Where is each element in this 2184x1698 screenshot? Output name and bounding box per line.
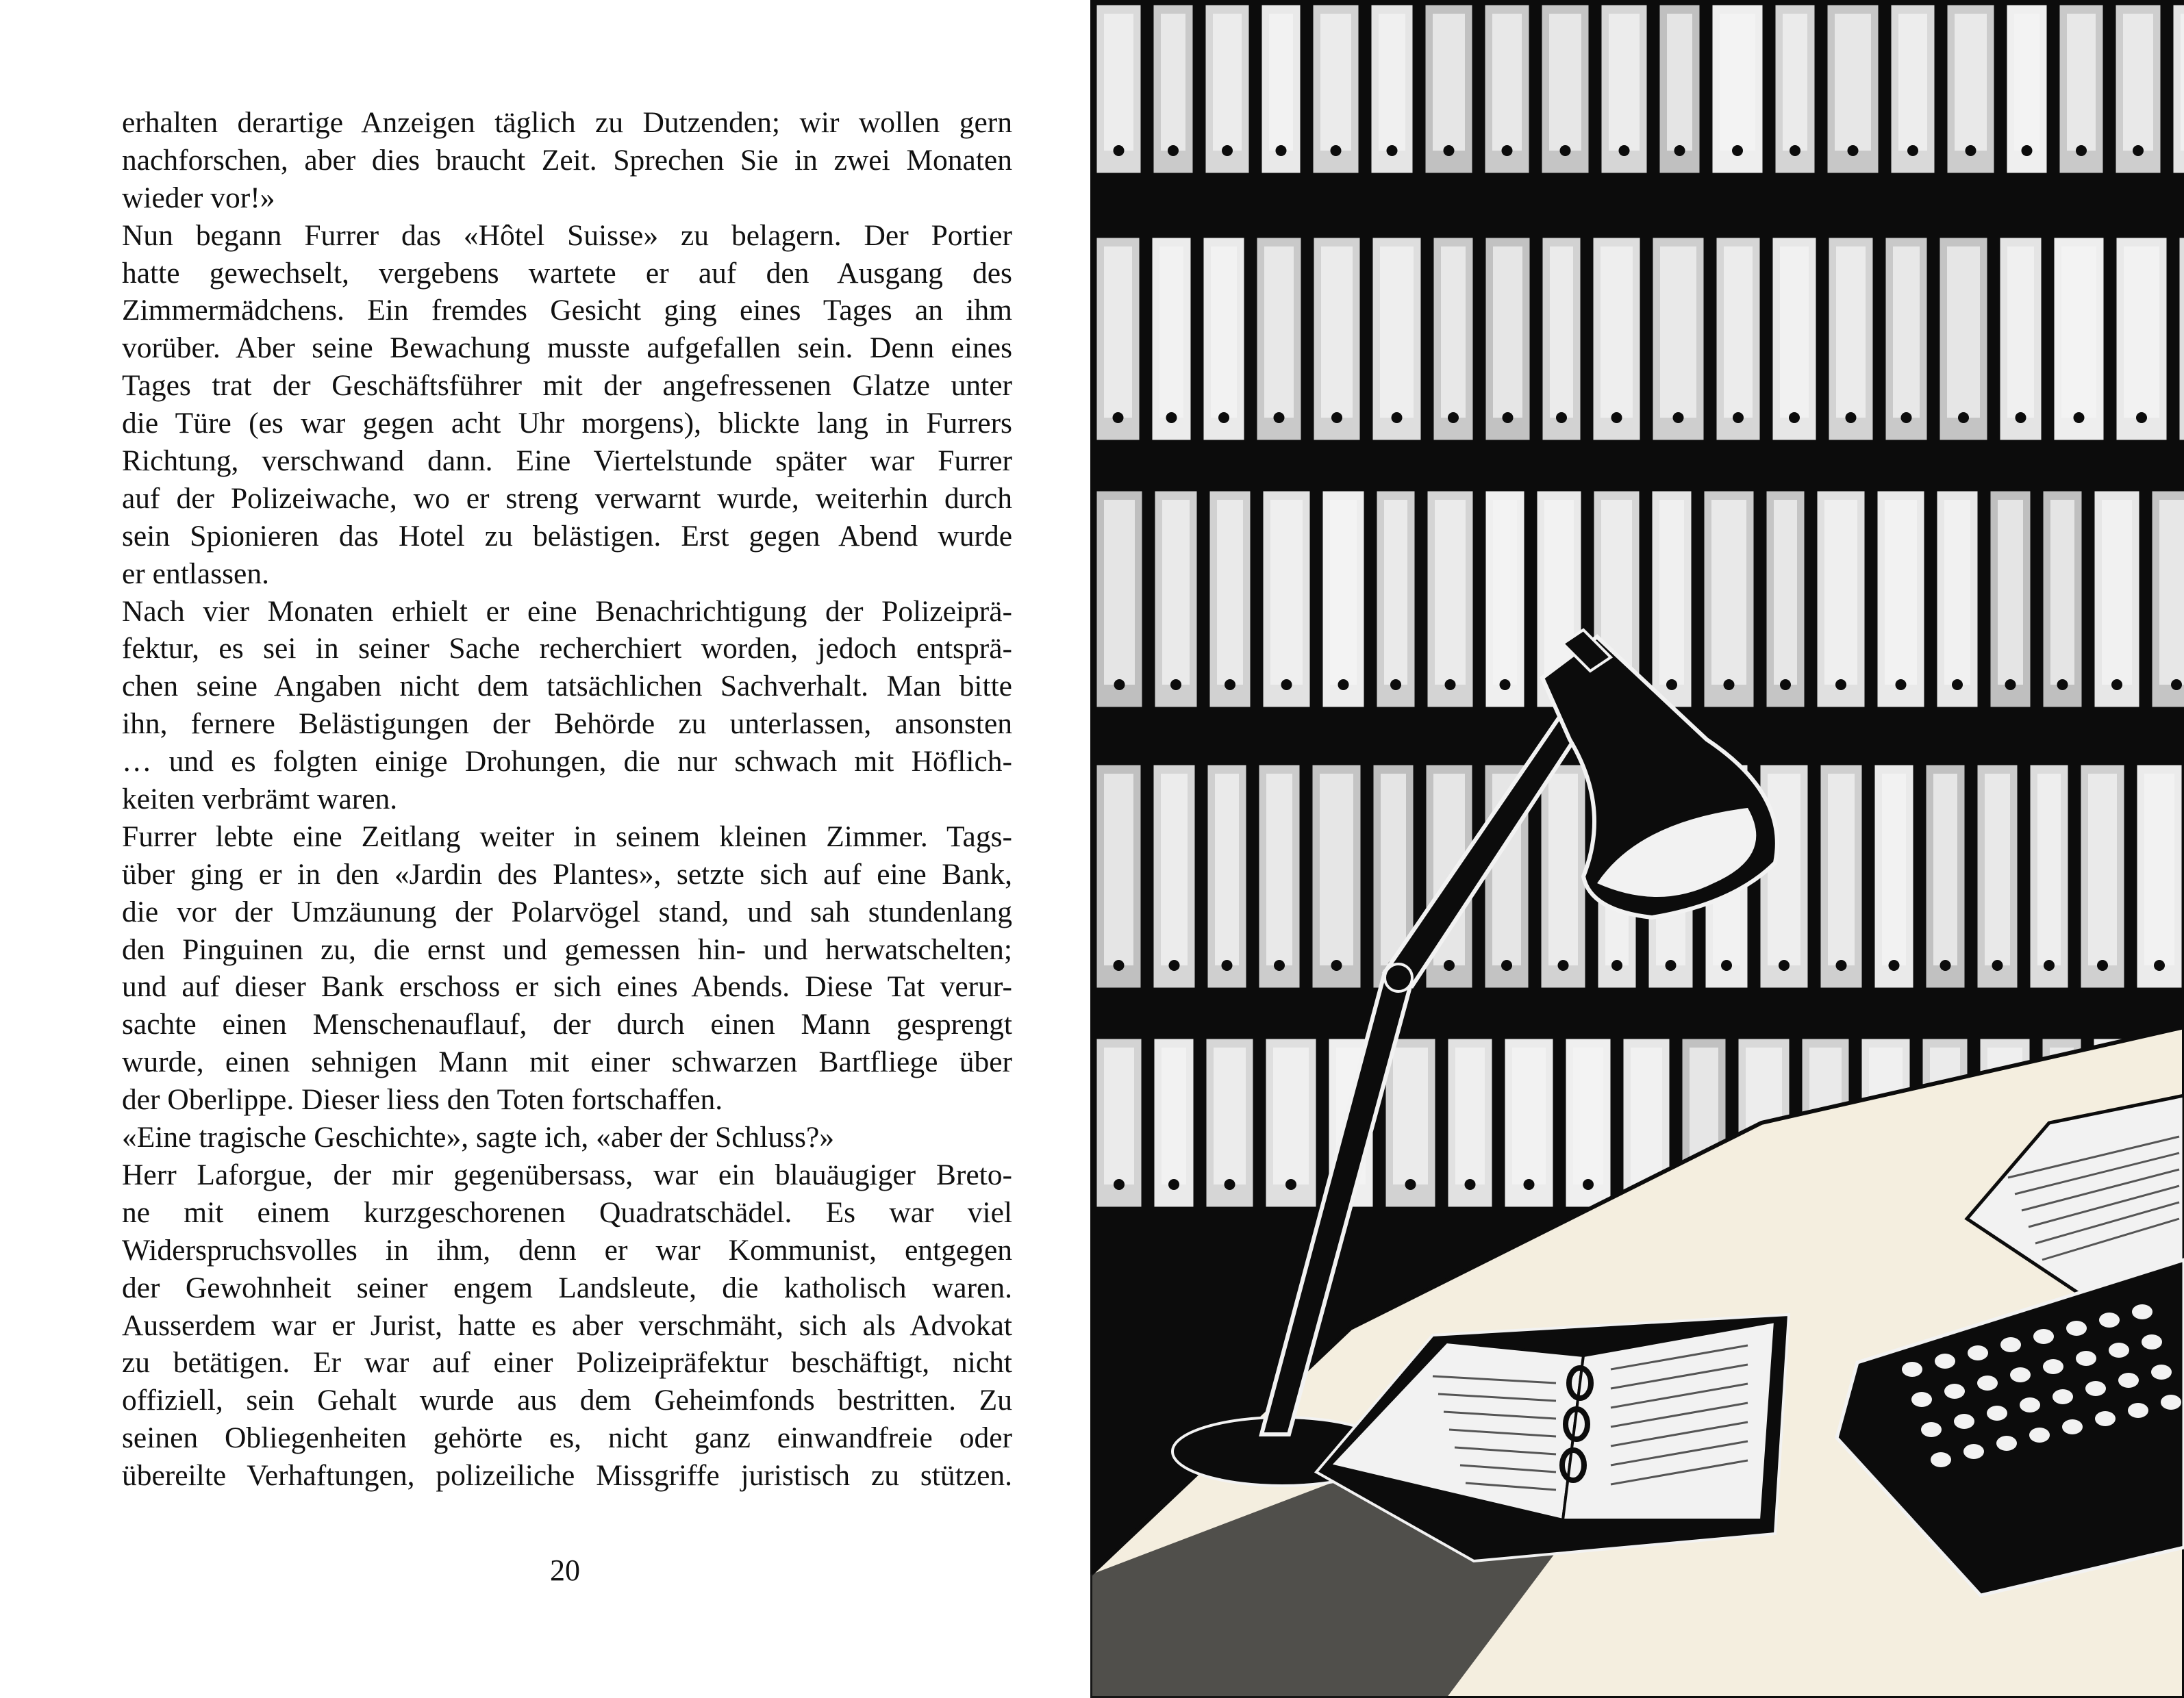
folder-hole (1331, 960, 1342, 971)
folder-label (1330, 500, 1357, 685)
folder-hole (1285, 1179, 1296, 1190)
folder-label (1550, 246, 1573, 418)
folder-hole (1502, 145, 1513, 156)
folder-hole (1611, 960, 1622, 971)
text-line: Zimmermädchens. Ein fremdes Gesicht ging eines Tages an ihm (122, 294, 1012, 327)
folder-hole (1556, 412, 1567, 423)
folder-label (1455, 1048, 1485, 1184)
typewriter-key (2142, 1334, 2162, 1349)
folder-label (1380, 246, 1414, 418)
folder-label (2102, 500, 2132, 685)
text-line: … und es folgten einige Drohungen, die nur schwach mit Höflich- (122, 745, 1012, 778)
text-line: ne mit einem kurzgeschorenen Quadratschädel. Es war viel (122, 1195, 1012, 1229)
folder-hole (1724, 679, 1735, 690)
folder-label (1947, 246, 1980, 418)
typewriter-key (2095, 1411, 2116, 1426)
folder-hole (1732, 145, 1743, 156)
folder-label (1441, 246, 1466, 418)
folder-hole (2005, 679, 2016, 690)
folder-label (1217, 500, 1243, 685)
folder-hole (1113, 412, 1124, 423)
typewriter-key (2151, 1365, 2172, 1380)
folder-label (2014, 14, 2039, 151)
folder-label (1270, 500, 1303, 685)
folder-label (1631, 1048, 1662, 1184)
folder-label (1433, 14, 1465, 151)
folder-hole (1789, 412, 1800, 423)
folder-label (1104, 14, 1133, 151)
text-line: die Türe (es war gegen acht Uhr morgens), blickte lang in Furrers (122, 407, 1012, 440)
folder-hole (2136, 412, 2147, 423)
text-line: erhalten derartige Anzeigen täglich zu Dutzenden; wir wollen gern (122, 106, 1012, 139)
text-line: fektur, es sei in seiner Sache recherchiert worden, jedoch entsprä- (122, 632, 1012, 666)
folder-label (1321, 246, 1353, 418)
folder-hole (1114, 1179, 1125, 1190)
text-line: ihn, fernere Belästigungen der Behörde zu unterlassen, ansonsten (122, 707, 1012, 741)
folder-hole (1790, 145, 1800, 156)
folder-label (2067, 14, 2096, 151)
folder-label (1573, 1048, 1603, 1184)
folder-label (1104, 500, 1135, 685)
folder-label (1104, 246, 1132, 418)
folder-hole (1444, 145, 1455, 156)
folder-hole (1465, 1179, 1476, 1190)
typewriter-key (2085, 1381, 2106, 1396)
folder-hole (1889, 960, 1900, 971)
folder-label (1720, 14, 1755, 151)
folder-label (1549, 14, 1581, 151)
folder-label (1780, 246, 1809, 418)
folder-label (1660, 246, 1696, 418)
folder-label (1159, 246, 1183, 418)
folder-label (2144, 774, 2174, 965)
folder-label (1774, 500, 1797, 685)
folder-hole (1331, 145, 1342, 156)
text-line: nachforschen, aber dies braucht Zeit. Sprechen Sie in zwei Monaten (122, 143, 1012, 177)
folder-label (1104, 774, 1133, 965)
text-line: übereilte Verhaftungen, polizeiliche Missgriffe juristisch zu stützen. (122, 1459, 1012, 1493)
folder-label (1512, 1048, 1546, 1184)
typewriter-key (1987, 1406, 2007, 1421)
typewriter-key (1931, 1452, 1951, 1467)
folder-hole (2076, 145, 2087, 156)
folder-label (1998, 500, 2023, 685)
folder-hole (1524, 1179, 1535, 1190)
text-line: der Oberlippe. Dieser liess den Toten fortschaffen. (122, 1083, 723, 1117)
folder-hole (1583, 1179, 1594, 1190)
typewriter-key (2033, 1329, 2054, 1344)
folder-label (1893, 246, 1920, 418)
typewriter-key (2161, 1395, 2181, 1410)
folder-hole (1896, 679, 1907, 690)
folder-hole (1666, 960, 1677, 971)
folder-hole (2074, 412, 2085, 423)
typewriter-key (2128, 1403, 2148, 1418)
typewriter-key (2076, 1351, 2096, 1366)
folder-hole (1114, 145, 1125, 156)
folder-label (1264, 246, 1294, 418)
folder-label (1933, 774, 1957, 965)
typewriter-key (1963, 1444, 1984, 1459)
left-page (0, 0, 1090, 1698)
folder-label (1493, 500, 1517, 685)
folder-hole (1501, 960, 1512, 971)
text-line: Furrer lebte eine Zeitlang weiter in seinem kleinen Zimmer. Tags- (122, 820, 1012, 853)
folder-label (1898, 14, 1927, 151)
folder-hole (2057, 679, 2068, 690)
typewriter-key (2000, 1337, 2021, 1352)
text-line: chen seine Angaben nicht dem tatsächlichen Sachverhalt. Man bitte (122, 670, 1012, 703)
folder-hole (1901, 412, 1912, 423)
typewriter-key (2099, 1313, 2120, 1328)
folder-label (1492, 14, 1522, 151)
folder-label (1320, 14, 1351, 151)
folder-hole (1673, 412, 1684, 423)
folder-label (1381, 774, 1406, 965)
folder-label (1269, 14, 1293, 151)
folder-label (1266, 774, 1292, 965)
folder-hole (1445, 679, 1456, 690)
typewriter-key (1911, 1392, 1932, 1407)
typewriter-key (2043, 1359, 2063, 1374)
folder-hole (1619, 145, 1630, 156)
illustration-page (1090, 0, 2184, 1698)
folder-label (1885, 500, 1917, 685)
folder-hole (1940, 960, 1951, 971)
text-line: er entlassen. (122, 557, 269, 590)
page-number: 20 (550, 1554, 580, 1587)
typewriter-key (1944, 1384, 1965, 1399)
text-line: offiziell, sein Gehalt wurde aus dem Geheimfonds bestritten. Zu (122, 1384, 1012, 1417)
folder-hole (1966, 145, 1976, 156)
text-line: vorüber. Aber seine Bewachung musste aufgefallen sein. Denn eines (122, 331, 1012, 365)
folder-hole (1500, 679, 1511, 690)
folder-hole (1666, 679, 1677, 690)
folder-label (1161, 14, 1185, 151)
folder-label (1783, 14, 1807, 151)
folder-label (1711, 500, 1746, 685)
folder-hole (1338, 679, 1349, 690)
folder-hole (2097, 960, 2108, 971)
typewriter-key (2062, 1419, 2083, 1434)
folder-hole (1779, 960, 1790, 971)
typewriter-key (1921, 1422, 1942, 1437)
typewriter-key (1935, 1354, 1955, 1369)
folder-label (1601, 246, 1633, 418)
folder-label (1104, 1048, 1134, 1184)
folder-hole (1222, 145, 1233, 156)
typewriter-key (2132, 1304, 2152, 1319)
typewriter-key (1954, 1414, 1974, 1429)
folder-hole (2044, 960, 2055, 971)
folder-hole (1168, 145, 1179, 156)
text-line: wurde, einen sehnigen Mann mit einer schwarzen Bartfliege über (122, 1046, 1012, 1079)
folder-label (1955, 14, 1987, 151)
folder-hole (1611, 412, 1622, 423)
folder-hole (1114, 960, 1125, 971)
folder-label (1320, 774, 1353, 965)
folder-hole (1674, 145, 1685, 156)
folder-hole (1952, 679, 1963, 690)
folder-hole (1848, 145, 1859, 156)
folder-hole (2016, 412, 2026, 423)
typewriter-key (1996, 1436, 2017, 1451)
text-line: Tages trat der Geschäftsführer mit der angefressenen Glatze unter (122, 369, 1012, 403)
folder-hole (1444, 960, 1455, 971)
text-line: die vor der Umzäunung der Polarvögel stand, und sah stundenlang (122, 895, 1012, 928)
folder-hole (1225, 679, 1235, 690)
folder-hole (1274, 412, 1285, 423)
text-line: hatte gewechselt, vergebens wartete er auf den Ausgang des (122, 256, 1012, 290)
folder-hole (1721, 960, 1732, 971)
text-line: sachte einen Menschenauflauf, der durch einen Mann gesprengt (122, 1008, 1012, 1041)
text-line: über ging er in den «Jardin des Plantes», setzte sich auf eine Bank, (122, 857, 1012, 891)
folder-hole (2111, 679, 2122, 690)
folder-hole (1405, 1179, 1416, 1190)
folder-label (1211, 246, 1237, 418)
text-line: seinen Obliegenheiten gehörte es, nicht ganz einwandfreie oder (122, 1421, 1012, 1455)
folder-label (2124, 246, 2159, 418)
folder-label (1161, 774, 1188, 965)
lamp-joint (1385, 964, 1412, 991)
text-line: sein Spionieren das Hotel zu belästigen. Erst gegen Abend wurde (122, 519, 1012, 553)
folder-hole (1168, 1179, 1179, 1190)
typewriter-key (2109, 1343, 2129, 1358)
text-line: Herr Laforgue, der mir gegenübersass, war ein blauäugiger Breto- (122, 1158, 1012, 1191)
folder-hole (2171, 679, 2182, 690)
text-line: zu betätigen. Er war auf einer Polizeipräfektur beschäftigt, nicht (122, 1346, 1012, 1380)
text-line: keiten verbrämt waren. (122, 783, 398, 816)
folder-label (1768, 774, 1800, 965)
folder-label (1384, 500, 1407, 685)
folder-hole (1958, 412, 1969, 423)
folder-hole (1835, 679, 1846, 690)
folder-hole (1733, 412, 1744, 423)
typewriter-key (2010, 1367, 2031, 1382)
folder-label (1659, 500, 1684, 685)
folder-label (1724, 246, 1753, 418)
text-line: Nach vier Monaten erhielt er eine Benachrichtigung der Polizeiprä- (122, 594, 1012, 628)
text-line: und auf dieser Bank erschoss er sich eines Abends. Diese Tat verur- (122, 970, 1012, 1004)
folder-hole (1387, 145, 1398, 156)
folder-label (1836, 246, 1866, 418)
folder-label (2007, 246, 2034, 418)
folder-label (1835, 14, 1871, 151)
typewriter-key (2020, 1397, 2040, 1412)
text-line: auf der Polizeiwache, wo er streng verwarnt wurde, weiterhin durch (122, 481, 1012, 515)
folder-label (2088, 774, 2117, 965)
folder-hole (1560, 145, 1571, 156)
folder-label (2181, 14, 2184, 151)
folder-label (1214, 1048, 1246, 1184)
folder-hole (1166, 412, 1177, 423)
folder-hole (1503, 412, 1514, 423)
body-text (122, 104, 1012, 1495)
folder-label (1162, 1048, 1186, 1184)
text-line: der Gewohnheit seiner engem Landsleute, die katholisch waren. (122, 1271, 1012, 1304)
typewriter-key (2053, 1389, 2073, 1404)
folder-hole (1225, 1179, 1235, 1190)
folder-hole (1170, 679, 1181, 690)
text-line: Widerspruchsvolles in ihm, denn er war Kommunist, entgegen (122, 1233, 1012, 1267)
folder-label (2061, 246, 2096, 418)
text-line: «Eine tragische Geschichte», sagte ich, «aber der Schluss?» (122, 1121, 835, 1154)
typewriter-key (2066, 1321, 2087, 1336)
folder-hole (1846, 412, 1857, 423)
text-line: Nun begann Furrer das «Hôtel Suisse» zu belagern. Der Portier (122, 218, 1012, 252)
folder-hole (1836, 960, 1847, 971)
folder-hole (1169, 960, 1180, 971)
folder-label (1393, 1048, 1428, 1184)
folder-hole (1780, 679, 1791, 690)
folder-label (1435, 500, 1466, 685)
folder-label (2050, 500, 2074, 685)
folder-label (1985, 774, 2010, 965)
folder-hole (2022, 145, 2033, 156)
folder-hole (1274, 960, 1285, 971)
folder-hole (1331, 412, 1342, 423)
folder-label (1213, 14, 1242, 151)
folder-label (2037, 774, 2061, 965)
folder-hole (1218, 412, 1229, 423)
illustration (1090, 0, 2184, 1698)
folder-hole (1392, 412, 1403, 423)
folder-label (1828, 774, 1855, 965)
typewriter-key (1977, 1376, 1998, 1391)
folder-hole (1390, 679, 1401, 690)
folder-hole (1222, 960, 1233, 971)
folder-hole (1114, 679, 1125, 690)
typewriter-key (1968, 1345, 1988, 1360)
text-line: wieder vor!» (122, 181, 275, 214)
folder-hole (1281, 679, 1292, 690)
folder-hole (1448, 412, 1459, 423)
typewriter-key (1902, 1362, 1922, 1377)
text-line: den Pinguinen zu, die ernst und gemessen hin- und herwatschelten; (122, 933, 1012, 966)
folder-label (1273, 1048, 1309, 1184)
folder-hole (2133, 145, 2144, 156)
text-line: Richtung, verschwand dann. Eine Viertelstunde später war Furrer (122, 444, 1012, 478)
folder-label (1824, 500, 1857, 685)
folder-hole (2154, 960, 2165, 971)
typewriter-key (2118, 1373, 2139, 1388)
folder-label (2123, 14, 2153, 151)
folder-label (1379, 14, 1405, 151)
file-shelves (1096, 4, 2184, 1208)
typewriter-key (2029, 1428, 2050, 1443)
folder-label (1215, 774, 1239, 965)
folder-label (1667, 14, 1692, 151)
folder-hole (1558, 960, 1569, 971)
folder-label (1944, 500, 1970, 685)
folder-hole (1992, 960, 2003, 971)
folder-label (1162, 500, 1190, 685)
folder-label (1609, 14, 1640, 151)
file-folder (2179, 237, 2184, 441)
folder-label (1493, 246, 1522, 418)
folder-label (2159, 500, 2184, 685)
folder-hole (1276, 145, 1287, 156)
folder-label (1882, 774, 1906, 965)
folder-label (1548, 774, 1578, 965)
text-line: Ausserdem war er Jurist, hatte es aber verschmäht, sich als Advokat (122, 1308, 1012, 1342)
folder-hole (1907, 145, 1918, 156)
